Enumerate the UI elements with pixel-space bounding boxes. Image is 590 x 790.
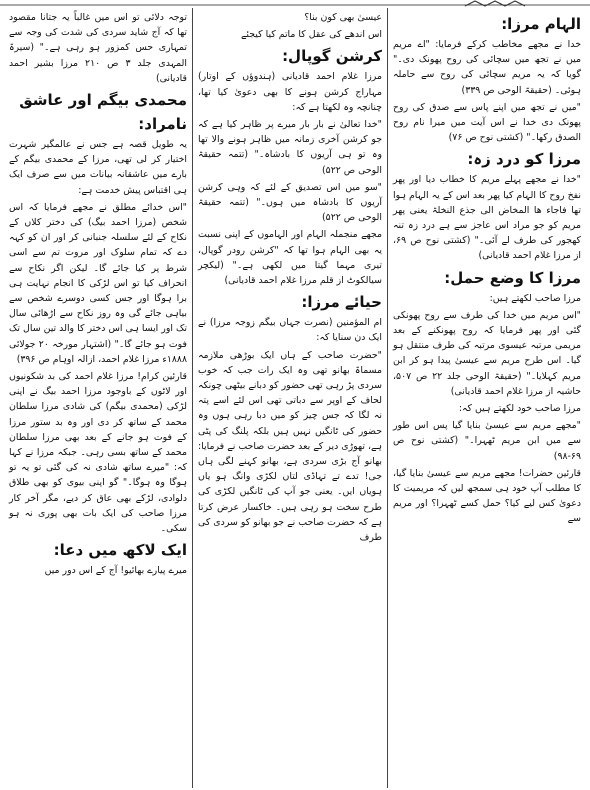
paragraph: مرزا صاحب خود لکھتے ہیں کہ:: [458, 403, 581, 415]
paragraph: "اس خدائے مطلق نے مجھے فرمایا کہ اس شخص (مرزا احمد بیگ) کی دختر کلاں کے نکاح کے لئے سلسلہ جنبانی کر اور ان کو کہہ دے کہ تمام سلوک اور مروت تم سے اسی شرط پر کیا جائے گا۔ لیکن اگر نکاح سے انحراف کیا تو اس لڑکی کا انجام نہایت ہی برا ہوگا اور جس کسی دوسرے شخص سے بیاہی جائے گی وہ روز نکاح سے اڑھائی سال تک اور ایسا ہی اس دختر کا والد تین سال تک فوت ہو جائے گا۔" (اشتہار مورخہ ۲۰ جولائی ۱۸۸۸ء مرزا غلام احمد، ازالہ اوہام ص ۳۹۶): [9, 201, 188, 365]
paragraph: مجھے منجملہ الہام اور الہاموں کے اپنی نسبت یہ بھی الہام ہوا تھا کہ "کرشن رودر گوپال، تیری مہما گیتا میں لکھی ہے۔" (لیکچر سیالکوٹ از قلم مرزا غلام احمد قادیانی): [198, 229, 382, 287]
heading-ilham-mirza: الہام مرزا:: [501, 15, 581, 33]
column-left: [4, 8, 192, 788]
paragraph: "سو میں اس تصدیق کے لئے کہ وہی کرشن آریوں کا بادشاہ میں ہوں۔" (تتمہ حقیقۃ الوحی ص ۵۲۲): [198, 181, 382, 224]
paragraph: یہ طویل قصہ ہے جس نے عالمگیر شہرت اختیار کر لی تھی، مرزا کے محمدی بیگم کے بارے میں عاشقانہ بیانات میں سے صرف ایک ہی اقتباس پیش خدمت ہے:: [9, 139, 187, 196]
column-right: [388, 8, 586, 788]
paragraph: مرزا غلام احمد قادیانی (ہندوؤں کے اوتار) مہاراج کرشن ہونے کا بھی دعویٰ کیا تھا، چنانچہ وہ لکھتا ہے کہ:: [198, 71, 382, 113]
paragraph: خدا نے مجھے مخاطب کرکے فرمایا: "اے مریم میں نے تجھ میں سچائی کی روح پھونک دی۔" گویا کہ یہ مریم سچائی کی روح سے حاملہ ہوئی۔ (حقیقۃ الوحی ص ۳۳۹): [393, 39, 581, 96]
paragraph: میرے پیارے بھائیو! آج کے اس دور میں: [44, 565, 187, 577]
paragraph: "اس مریم میں خدا کی طرف سے روح پھونکی گئی اور پھر فرمایا کہ روح پھونکنے کے بعد مریمی مرتبہ عیسوی مرتبہ کی طرف منتقل ہو گیا۔ اس طرح مریم سے عیسیٰ پیدا ہو کر ابن مریم کہلایا۔" (حقیقۃ الوحی جلد ۲۲ ص ۵۰۷، حاشیہ از مرزا غلام احمد قادیانی): [393, 309, 581, 397]
paragraph: مرزا صاحب لکھتے ہیں:: [489, 292, 581, 304]
paragraph: "مجھے مریم سے عیسیٰ بنایا گیا پس اس طور سے میں ابن مریم ٹھہرا۔" (کشتی نوح ص ۶۹-۹۸): [393, 420, 581, 462]
heading-ek-lakh-mein-dua: ایک لاکھ میں دعا:: [53, 541, 187, 560]
heading-krishan-gopal: کرشن گوپال:: [282, 47, 382, 66]
paragraph: "میں نے تجھ میں اپنے پاس سے صدق کی روح پھونک دی خدا نے اس آیت میں میرا نام روح الصدق رکھا۔" (کشتی نوح ص ۷۶): [393, 101, 581, 144]
header-ornament: [0, 0, 590, 8]
column-middle: [192, 8, 388, 788]
heading-waza-e-hamal: مرزا کا وضع حمل:: [444, 268, 581, 287]
paragraph: ام المؤمنین (نصرت جہاں بیگم زوجہ مرزا) نے ایک دن سنایا کہ:: [198, 317, 382, 344]
paragraph: "خدا نے مجھے پہلے مریم کا خطاب دیا اور پھر نفخ روح کا الہام کیا پھر بعد اس کے یہ الہام ہوا تھا فاجاء ھا المخاض الی جذع النخلۃ یعنی پھر مریم کو جو مراد اس عاجز سے ہے درد زہ تنہ کھجور کی طرف لے آئی۔" (کشتی نوح ص ۶۹، از مرزا غلام احمد قادیانی): [393, 174, 581, 262]
heading-hayaye-mirza: حیائے مرزا:: [301, 293, 382, 312]
heading-dard-e-zeh: مرزا کو درد زہ:: [467, 150, 581, 169]
paragraph: "حضرت صاحب کے ہاں ایک بوڑھی ملازمہ مسماۃ بھانو تھی وہ ایک رات جب کہ خوب سردی پڑ رہی تھی حضور کو دبانے بیٹھی چونکہ لحاف کے اوپر سے دباتی تھی اس لئے اسے پتہ نہ لگا کہ جس چیز کو میں دبا رہی ہوں وہ حضور کی ٹانگیں نہیں ہیں بلکہ پلنگ کی پٹی ہے، تھوڑی دیر کے بعد حضرت صاحب نے فرمایا: بھانو آج بڑی سردی ہے، بھانو کہنے لگی ہاں جی! تدے تے تہاڈی لتاں لکڑی وانگ ہو یاں ہویاں ایں۔ یعنی جو آپ کی ٹانگیں لکڑی کی طرح سخت ہو رہی ہیں۔ خاکسار عرض کرتا ہے کہ حضرت صاحب نے جو بھانو کو سردی کی طرف: [198, 349, 382, 544]
paragraph: اس اندھے کی عقل کا ماتم کیا کیجئے: [240, 29, 382, 41]
paragraph: عیسیٰ بھی کون بنا؟: [304, 12, 382, 23]
heading-muhammadi-begum: محمدی بیگم اور عاشق نامراد:: [19, 91, 187, 134]
paragraph: توجہ دلائی تو اس میں غالباً یہ جتانا مقصود تھا کہ آج شاید سردی کی شدت کی وجہ سے تمہاری حس کمزور ہو رہی ہے۔" (سیرۃ المہدی جلد ۳ ص ۲۱۰ مرزا بشیر احمد قادیانی): [9, 12, 188, 84]
paragraph: قارئین حضرات! مجھے مریم سے عیسیٰ بنایا گیا، کا مطلب آپ خود ہی سمجھ لیں کہ مریمیت کا دعویٰ کس لیے کیا؟ حمل کسے ٹھہرا؟ اور مریم سے: [393, 467, 581, 525]
page-body: [4, 8, 586, 788]
paragraph: "خدا تعالیٰ نے بار بار میرے پر ظاہر کیا ہے کہ جو کرشن آخری زمانہ میں ظاہر ہونے والا تھا وہ تو ہی آریوں کا بادشاہ۔" (تتمہ حقیقۃ الوحی ص ۵۲۲): [198, 119, 382, 176]
paragraph: قارئین کرام! مرزا غلام احمد کی بد شکونیوں اور لاٹوں کے باوجود مرزا احمد بیگ نے اپنی لڑکی (محمدی بیگم) کی شادی مرزا سلطان محمد کے ساتھ کر دی اور وہ بد ستور مرزا کے فوت ہو جانے کے بعد بھی مرزا سلطان محمد کے ساتھ بسی رہی۔ جبکہ مرزا نے کہا کہ: "میرے ساتھ شادی نہ کی گئی تو یہ تو ہوگا وہ ہوگا۔" گو اپنی بیوی کو بھی طلاق دلوادی، لڑکے بھی عاق کر دیے، مگر آخر کار مرزا صاحب کی ایک بات بھی پوری نہ ہو سکی۔: [9, 371, 187, 535]
